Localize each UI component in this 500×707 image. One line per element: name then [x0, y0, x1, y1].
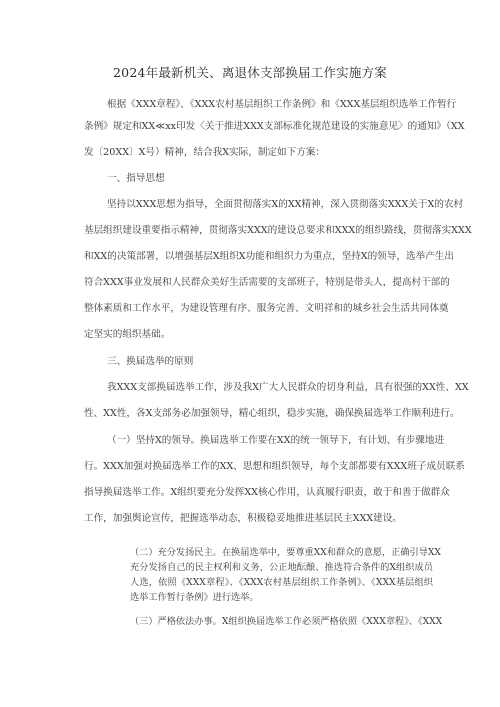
paragraph-line: 充分发扬自己的民主权利和义务，公正地酝酿、推选符合条件的X组织成员: [130, 562, 433, 573]
paragraph-line: 定坚实的组织基础。: [84, 329, 171, 340]
paragraph-line: 行。XXX加强对换届选举工作的XX、思想和组织领导，每个支部都要有XXX班子成员联系: [84, 461, 465, 472]
paragraph-line: 条例》规定和XX≪xx印发〈关于推进XXX支部标准化规范建设的实施意见〉的通知》（XX: [84, 121, 465, 132]
paragraph-line: 我XXX支部换届选举工作，涉及我X广大人民群众的切身利益，具有很强的XX性、XX: [107, 382, 469, 393]
section-heading: 一、指导思想: [107, 173, 165, 184]
paragraph-line: （二）充分发扬民主。在换届选举中，要尊重XX和群众的意愿，正确引导XX: [130, 547, 441, 558]
paragraph-line: 坚持以XXX思想为指导，全面贯彻落实X的XX精神，深入贯彻落实XXX关于X的农村: [107, 199, 464, 210]
section-heading: 三、换届选举的原则: [107, 356, 194, 367]
paragraph-line: 指导换届选举工作。X组织要充分发挥XX核心作用，认真履行职责，敢于和善于做群众: [84, 487, 450, 498]
paragraph-line: 符合XXX事业发展和人民群众美好生活需要的支部班子，特别是带头人，提高村干部的: [84, 277, 450, 288]
paragraph-line: 选举工作暂行条例》进行选举。: [130, 592, 259, 603]
paragraph-line: 发〔20XX〕X号）精神，结合我X实际，制定如下方案：: [84, 147, 325, 158]
paragraph-line: 基层组织建设重要指示精神，贯彻落实XXX的建设总要求和XXX的组织路线，贯彻落实XXX: [84, 225, 472, 236]
document-title: 2024年最新机关、离退休支部换届工作实施方案: [113, 65, 387, 80]
paragraph-line: 人选，依照《XXX章程》、《XXX农村基层组织工作条例》、《XXX基层组织: [130, 577, 433, 588]
paragraph-line: 和XX的决策部署，以增强基层X组织X功能和组织力为重点，坚持X的领导，选举产生出: [84, 251, 454, 262]
paragraph-line: 工作，加强舆论宣传，把握选举动态，积极稳妥地推进基层民主XXX建设。: [84, 513, 402, 524]
paragraph-line: （一）坚持X的领导。换届选举工作要在XX的统一领导下，有计划、有步骤地进: [107, 435, 445, 446]
paragraph-line: 性、XX性，各X支部务必加强领导，精心组织，稳步实施，确保换届选举工作顺利进行。: [84, 408, 460, 419]
paragraph-line: 根据《XXX章程》、《XXX农村基层组织工作条例》和《XXX基层组织选举工作暂行: [107, 99, 457, 110]
paragraph-line: 整体素质和工作水平，为建设管理有序、服务完善、文明祥和的城乡社会生活共同体奠: [84, 303, 449, 314]
paragraph-line: （三）严格依法办事。X组织换届选举工作必须严格依照《XXX章程》、《XXX: [130, 616, 443, 627]
